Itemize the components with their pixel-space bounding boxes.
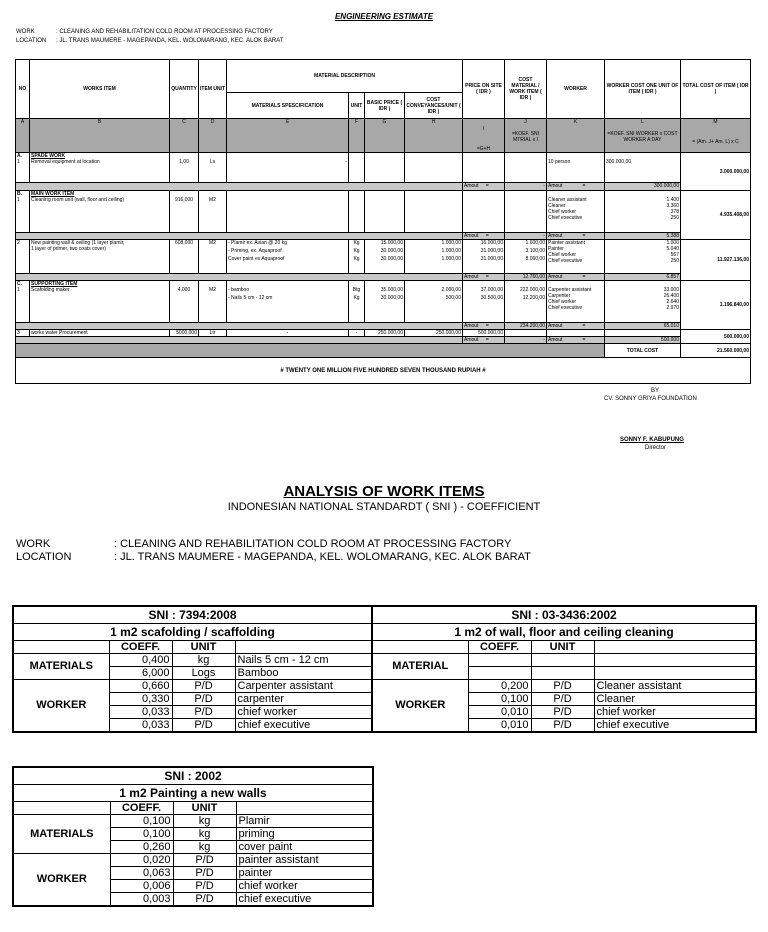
coeff-value: 0,330	[109, 692, 172, 705]
b1-amount-l: 5.388	[605, 233, 681, 240]
b2-costmat: 1.600,00 3.100,00 8.060,00	[505, 240, 547, 274]
col-total-cost-header: TOTAL COST OF ITEM ( IDR )	[681, 60, 751, 119]
sni-title: 1 m2 Painting a new walls	[13, 784, 373, 801]
b2-conv: 1.000,00 1.000,00 1.000,00	[405, 240, 463, 274]
b2-qty: 608,000	[170, 240, 199, 274]
section-b-item: MAIN WORK ITEM Cleaning room unit (wall, floor and ceiling)	[30, 191, 170, 233]
letter-g: G	[365, 119, 405, 153]
c3-amount-j: -	[505, 337, 547, 344]
unit-value: P/D	[531, 692, 594, 705]
coeff-value: 0,400	[109, 653, 172, 666]
c3-basic: 250.000,00	[365, 330, 405, 337]
c3-total: 500.000,00	[681, 330, 751, 344]
analysis-location-label: LOCATION	[16, 551, 72, 563]
c3-amount-label-2: Amout =	[547, 337, 605, 344]
signer-name: SONNY F. KABUPUNG	[620, 437, 684, 443]
unit-value: P/D	[173, 892, 236, 906]
company-name: CV. SONNY GRIYA FOUNDATION	[604, 396, 697, 402]
estimate-location-value: : JL. TRANS MAUMERE - MAGEPANDA, KEL. WOLOMARANG, KEC. ALOK BARAT	[56, 38, 284, 44]
col-cost-material-header: COST MATERIAL / WORK ITEM ( IDR )	[505, 60, 547, 119]
worker-name: chief worker	[235, 705, 372, 718]
unit-value: P/D	[172, 692, 235, 705]
b1-amount-label-2: Amout =	[547, 233, 605, 240]
col-basic-price-header: BASIC PRICE ( IDR )	[365, 93, 405, 119]
a1-spec: -	[227, 153, 349, 183]
letter-i: I =G+H	[463, 119, 505, 153]
sni-title: 1 m2 scafolding / scaffolding	[13, 623, 372, 640]
worker-name: chief executive	[236, 892, 373, 906]
c1-total: 1.196.840,00	[681, 281, 751, 330]
c3-conv: 250.000,00	[405, 330, 463, 337]
b2-no: 2	[16, 240, 30, 274]
section-b-code: B. 1	[16, 191, 30, 233]
analysis-work-label: WORK	[16, 538, 51, 550]
c3-spec: -	[227, 330, 349, 337]
col-item-unit-header: ITEM UNIT	[199, 60, 227, 119]
material-name: cover paint	[236, 840, 373, 853]
unit-value: kg	[173, 827, 236, 840]
coeff-value: 0,010	[468, 705, 531, 718]
b2-amount-l: 6.857	[605, 274, 681, 281]
c1-units: Btg Kg	[349, 281, 365, 323]
estimate-title: ENGINEERING ESTIMATE	[334, 12, 434, 21]
total-in-words: # TWENTY ONE MILLION FIVE HUNDRED SEVEN THOUSAND RUPIAH #	[16, 358, 751, 384]
b1-workers: Cleaner assistant Cleaner Chief worker Chief executive	[547, 191, 605, 233]
by-label: BY	[651, 388, 660, 394]
c3-amount-label: Amout =	[463, 337, 505, 344]
estimate-work-label: WORK	[16, 29, 35, 35]
section-c-item: SUPPORTING ITEM Scafolding maker	[30, 281, 170, 323]
materials-label: MATERIALS	[13, 814, 110, 853]
coeff-value: 0,006	[110, 879, 173, 892]
b2-worker-costs: 1.000 5.040 567 250	[605, 240, 681, 274]
coeff-value: 0,200	[468, 679, 531, 692]
unit-header: UNIT	[172, 640, 235, 653]
letter-f: F	[349, 119, 365, 153]
a1-amount-label-2: Amout =	[547, 183, 605, 191]
section-a-code: A. 1	[16, 153, 30, 183]
total-cost-value: 21.560.000,00	[681, 344, 751, 358]
c1-costmat: 222.000,00 12.200,00	[505, 281, 547, 323]
letter-h: H	[405, 119, 463, 153]
c3-spec-unit: -	[349, 330, 365, 337]
unit-header: UNIT	[173, 801, 236, 814]
coeff-value: 0,100	[468, 692, 531, 705]
letter-c: C	[170, 119, 199, 153]
worker-name: chief worker	[236, 879, 373, 892]
unit-value: kg	[173, 840, 236, 853]
worker-name: Cleaner	[594, 692, 756, 705]
worker-name: chief executive	[594, 718, 756, 732]
analysis-location-value: : JL. TRANS MAUMERE - MAGEPANDA, KEL. WOLOMARANG, KEC. ALOK BARAT	[114, 551, 531, 563]
c1-amount-l: 65.010	[605, 323, 681, 330]
col-price-on-site-header: PRICE ON SITE ( IDR )	[463, 60, 505, 119]
c3-no: 3	[16, 330, 30, 337]
materials-label: MATERIAL	[372, 653, 468, 679]
worker-name: Cleaner assistant	[594, 679, 756, 692]
worker-label: WORKER	[13, 853, 110, 906]
coeff-value: 0,003	[110, 892, 173, 906]
total-cost-label: TOTAL COST	[605, 344, 681, 358]
c3-unit: Ltr	[199, 330, 227, 337]
col-works-item-header: WORKS ITEM	[30, 60, 170, 119]
coeff-header: COEFF.	[109, 640, 172, 653]
letter-j: J =KOEF. SNI MTRIAL x I	[505, 119, 547, 153]
sni-code: SNI : 7394:2008	[13, 606, 372, 623]
estimate-work-value: : CLEANING AND REHABILITATION COLD ROOM AT PROCESSING FACTORY	[56, 29, 273, 35]
coeff-value: 6,000	[109, 666, 172, 679]
section-c-code: C. 1	[16, 281, 30, 323]
coeff-value: 0,020	[110, 853, 173, 866]
b1-total: 4.935.408,00	[681, 191, 751, 240]
col-worker-header: WORKER	[547, 60, 605, 119]
c3-site: 500.000,00	[463, 330, 505, 337]
c1-site: 37.000,00 30.500,00	[463, 281, 505, 323]
coeff-value: 0,100	[110, 827, 173, 840]
unit-value: P/D	[531, 718, 594, 732]
col-quantity-header: QUANTITY	[170, 60, 199, 119]
material-name: Bamboo	[235, 666, 372, 679]
unit-header: UNIT	[531, 640, 594, 653]
b1-amount-label: Amout =	[463, 233, 505, 240]
sni-table-scaffolding	[12, 605, 373, 733]
c1-amount-label: Amout =	[463, 323, 505, 330]
b1-unit: M2	[199, 191, 227, 233]
b2-unit: M2	[199, 240, 227, 274]
b2-amount-j: 12.760,00	[505, 274, 547, 281]
c1-amount-j: 234.200,00	[505, 323, 547, 330]
b2-total: 11.927.136,00	[681, 240, 751, 281]
letter-e: E	[227, 119, 349, 153]
a1-total: 3.000.000,00	[681, 153, 751, 191]
coeff-value: 0,033	[109, 718, 172, 732]
b1-worker-costs: 1.400 3.360 378 250	[605, 191, 681, 233]
worker-label: WORKER	[13, 679, 109, 732]
col-materials-spec-header: MATERIALS SPESCIFICATION	[227, 93, 349, 119]
b2-specs: - Plamir ex. Avian @ 20 kg - Priming, ex. Aquaproof Cover paint ex Aquaproof	[227, 240, 349, 274]
unit-value: P/D	[172, 679, 235, 692]
material-name: Nails 5 cm - 12 cm	[235, 653, 372, 666]
estimate-table	[15, 59, 751, 384]
material-name: Plamir	[236, 814, 373, 827]
c1-specs: - bamboo - Nails 5 cm - 12 cm	[227, 281, 349, 323]
letter-d: D	[199, 119, 227, 153]
sni-table-painting	[12, 766, 374, 907]
sni-title: 1 m2 of wall, floor and ceiling cleaning	[372, 623, 756, 640]
sni-code: SNI : 03-3436:2002	[372, 606, 756, 623]
letter-m: M = (Am. J+ Am. L) x C	[681, 119, 751, 153]
coeff-value: 0,010	[468, 718, 531, 732]
c3-qty: 5000,000	[170, 330, 199, 337]
col-unit-header: UNIT	[349, 93, 365, 119]
unit-value: P/D	[172, 705, 235, 718]
b2-item: New painting wall & ceiling (1 layer plamir, 1 layer of primer, two coats cover)	[30, 240, 170, 274]
a1-amount-l: 300.000,00	[605, 183, 681, 191]
material-name: priming	[236, 827, 373, 840]
section-a-item: SPADE WORK Removal equipment at location	[30, 153, 170, 183]
c1-amount-label-2: Amout =	[547, 323, 605, 330]
letter-k: K	[547, 119, 605, 153]
c1-workers: Carpenter assistant Carpenter Chief worker Chief executive	[547, 281, 605, 323]
a1-amount-label: Amout =	[463, 183, 505, 191]
unit-value: P/D	[531, 705, 594, 718]
analysis-subtitle: INDONESIAN NATIONAL STANDARDT ( SNI ) - COEFFICIENT	[227, 501, 541, 513]
estimate-location-label: LOCATION	[16, 38, 47, 44]
a1-amount-j: -	[505, 183, 547, 191]
c3-amount-l: 500.000	[605, 337, 681, 344]
coeff-value: 0,260	[110, 840, 173, 853]
sni-code: SNI : 2002	[13, 767, 373, 784]
c1-basic: 35.000,00 30.000,00	[365, 281, 405, 323]
col-cost-conveyances-header: COST CONVEYANCES/UNIT ( IDR )	[405, 93, 463, 119]
coeff-value: 0,100	[110, 814, 173, 827]
letter-l: L =KOEF. SNI WORKER x COST WORKER A DAY	[605, 119, 681, 153]
unit-value: P/D	[173, 853, 236, 866]
coeff-value: 0,660	[109, 679, 172, 692]
a1-worker: 10 person	[547, 153, 605, 183]
c1-conv: 2.000,00 500,00	[405, 281, 463, 323]
b2-amount-label-2: Amout =	[547, 274, 605, 281]
coeff-header: COEFF.	[468, 640, 531, 653]
sni-table-cleaning	[371, 605, 757, 733]
analysis-title: ANALYSIS OF WORK ITEMS	[283, 483, 485, 500]
c3-item: works water Procurement	[30, 330, 170, 337]
worker-name: chief worker	[594, 705, 756, 718]
b2-units: Kg Kg Kg	[349, 240, 365, 274]
col-no-header: NO	[16, 60, 30, 119]
c1-worker-costs: 33.000 26.400 2.640 2.970	[605, 281, 681, 323]
worker-name: painter assistant	[236, 853, 373, 866]
unit-value: kg	[172, 653, 235, 666]
letter-b: B	[30, 119, 170, 153]
b1-qty: 916,000	[170, 191, 199, 233]
unit-value: P/D	[531, 679, 594, 692]
col-worker-cost-header: WORKER COST ONE UNIT OF ITEM ( IDR )	[605, 60, 681, 119]
worker-label: WORKER	[372, 679, 468, 732]
b2-site: 16.000,00 31.000,00 31.000,00	[463, 240, 505, 274]
b2-basic: 15.000,00 30.000,00 30.000,00	[365, 240, 405, 274]
b2-amount-label: Amout =	[463, 274, 505, 281]
c1-unit: M2	[199, 281, 227, 323]
coeff-header: COEFF.	[110, 801, 173, 814]
b2-workers: Painter assistant Painter Chief worker Chief executive	[547, 240, 605, 274]
a1-qty: 1,00	[170, 153, 199, 183]
worker-name: carpenter	[235, 692, 372, 705]
coeff-value: 0,063	[110, 866, 173, 879]
unit-value: Logs	[172, 666, 235, 679]
b1-amount-j: -	[505, 233, 547, 240]
worker-name: Carpenter assistant	[235, 679, 372, 692]
material-description-header: MATERIAL DESCRIPTION	[227, 60, 463, 93]
unit-value: kg	[173, 814, 236, 827]
unit-value: P/D	[173, 866, 236, 879]
a1-worker-cost: 300.000,00	[605, 153, 681, 183]
unit-value: P/D	[173, 879, 236, 892]
unit-value: P/D	[172, 718, 235, 732]
a1-unit: Ls	[199, 153, 227, 183]
signer-role: Director	[645, 445, 667, 451]
letter-a: A	[16, 119, 30, 153]
worker-name: chief executive	[235, 718, 372, 732]
c1-qty: 4,000	[170, 281, 199, 323]
analysis-work-value: : CLEANING AND REHABILITATION COLD ROOM AT PROCESSING FACTORY	[114, 538, 512, 550]
worker-name: painter	[236, 866, 373, 879]
materials-label: MATERIALS	[13, 653, 109, 679]
coeff-value: 0,033	[109, 705, 172, 718]
